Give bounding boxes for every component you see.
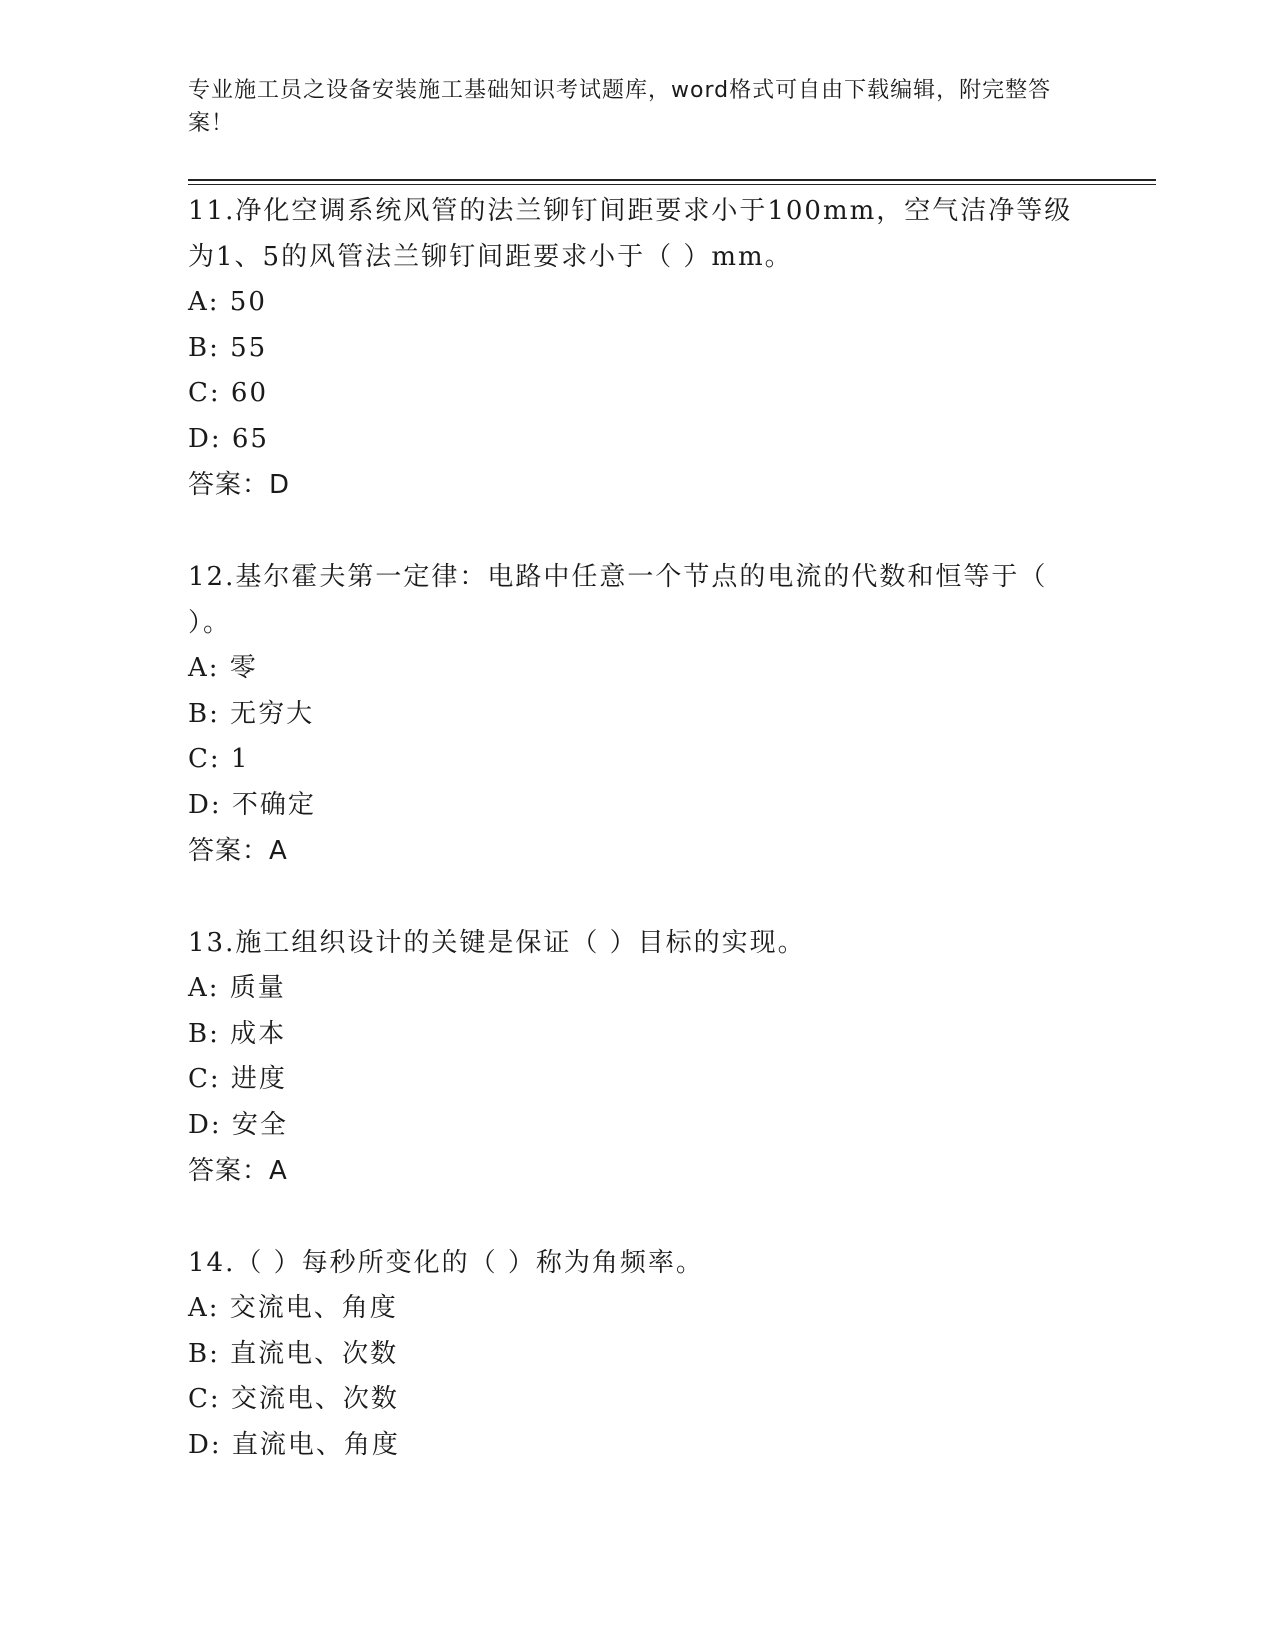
option-b: B: 55: [188, 332, 268, 363]
answer-label: 答案：A: [188, 836, 288, 866]
question-text: 11.净化空调系统风管的法兰铆钉间距要求小于100mm，空气洁净等级为1、5的风管法兰铆钉间距要求小于（ ）mm。: [188, 196, 1073, 272]
option-c: C: 进度: [188, 1064, 287, 1094]
option-d: D: 直流电、角度: [188, 1429, 400, 1460]
question-text: 12.基尔霍夫第一定律：电路中任意一个节点的电流的代数和恒等于（ ）。: [188, 562, 1048, 638]
option-b: B: 成本: [188, 1018, 287, 1049]
option-c: C: 1: [188, 744, 250, 774]
option-a: A: 零: [188, 653, 258, 683]
option-a: A: 质量: [188, 973, 286, 1003]
option-c: C: 60: [188, 378, 269, 408]
option-c: C: 交流电、次数: [188, 1384, 399, 1414]
question-text: 13.施工组织设计的关键是保证（ ）目标的实现。: [188, 928, 806, 958]
option-b: B: 无穷大: [188, 698, 315, 729]
option-d: D: 安全: [188, 1109, 288, 1140]
option-b: B: 直流电、次数: [188, 1338, 399, 1369]
question-11: [188, 188, 1088, 508]
option-d: D: 65: [188, 423, 269, 454]
question-list: [188, 188, 1088, 1514]
answer-label: 答案：D: [188, 470, 291, 500]
question-12: [188, 554, 1088, 874]
option-d: D: 不确定: [188, 789, 316, 820]
question-14: [188, 1240, 1088, 1468]
option-a: A: 交流电、角度: [188, 1293, 398, 1323]
question-13: [188, 920, 1088, 1194]
document-header: 专业施工员之设备安装施工基础知识考试题库，word格式可自由下载编辑，附完整答案！: [188, 78, 1052, 136]
header-divider-thin: [188, 184, 1156, 185]
option-a: A: 50: [188, 287, 267, 317]
header-divider-thick: [188, 179, 1156, 181]
question-text: 14.（ ）每秒所变化的（ ）称为角频率。: [188, 1248, 704, 1278]
answer-label: 答案：A: [188, 1156, 288, 1186]
